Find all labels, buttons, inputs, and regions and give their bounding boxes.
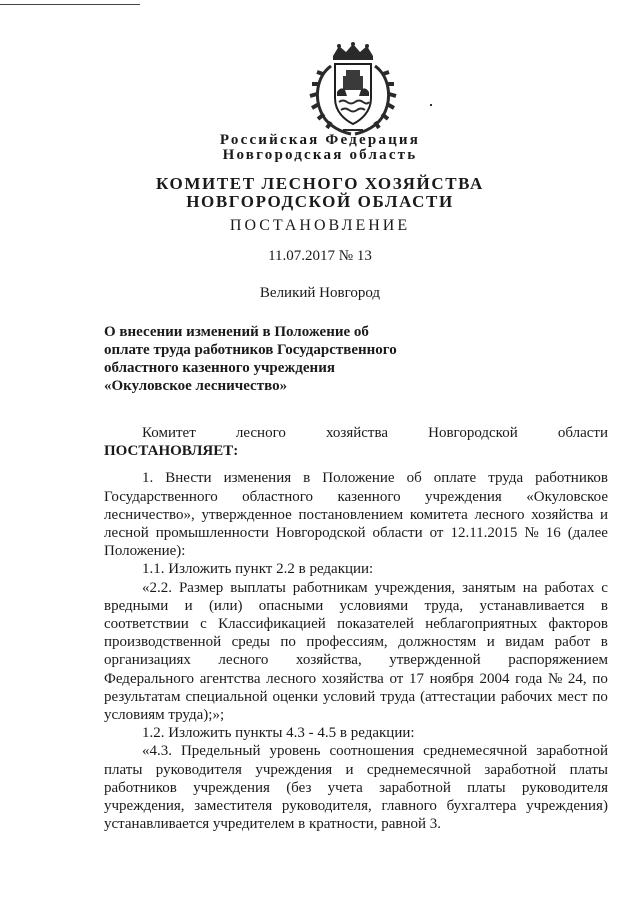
word: заместителя (194, 798, 273, 815)
word: главного (381, 798, 437, 815)
word: Размер (178, 579, 224, 596)
text-line (104, 488, 608, 506)
word: работ (554, 634, 591, 651)
country-name: Российская Федерация (219, 132, 421, 148)
word: работах (544, 579, 595, 596)
text-line (104, 761, 608, 779)
word: рабочих (500, 688, 553, 705)
word: в (600, 597, 608, 614)
word: (без (286, 779, 312, 796)
word: распоряжением (508, 652, 608, 669)
word: 1. (142, 470, 154, 487)
word: ноября (429, 670, 474, 687)
text-line (104, 797, 608, 815)
word: Положение (322, 470, 395, 487)
word: учета (327, 779, 363, 796)
word: агентства (199, 670, 261, 687)
word: мест (557, 688, 588, 705)
word: Классификацией (218, 616, 326, 633)
paragraph-1-2: 1.2. Изложить пункты 4.3 - 4.5 в редакции: (142, 725, 415, 742)
text-line (104, 742, 608, 760)
word: платы (569, 761, 608, 778)
word: заработной (484, 761, 557, 778)
word: Внести (165, 470, 212, 487)
word: производственной (104, 634, 222, 651)
word: изменения (223, 470, 292, 487)
word: руководителя, (281, 798, 372, 815)
word: работникам (292, 579, 368, 596)
word: об (406, 470, 422, 487)
word: по (592, 688, 608, 705)
word: с (200, 616, 207, 633)
word: 24, (567, 670, 587, 687)
word: Федерального (104, 670, 195, 687)
word: учреждения, (374, 579, 456, 596)
word: Государственного (104, 488, 218, 505)
word: лесничество», (104, 506, 195, 523)
word: и (345, 761, 354, 778)
word: в (600, 634, 608, 651)
paragraph-2-2-last-line: условиям труда);»; (104, 707, 225, 724)
word: Новгородской (275, 525, 366, 542)
word: соответствии (104, 616, 189, 633)
word: утвержденное (201, 506, 292, 523)
document-city: Великий Новгород (259, 285, 381, 301)
word: хозяйства, (295, 652, 362, 669)
word: лесного (218, 652, 269, 669)
word: показателей (337, 616, 414, 633)
paragraph-1 (104, 469, 608, 542)
document-subject (104, 323, 524, 395)
word: выплаты (230, 579, 286, 596)
word: по (592, 670, 608, 687)
word: труда (380, 688, 416, 705)
word: труда, (424, 597, 464, 614)
word: условий (323, 688, 376, 705)
paragraph-2-2 (104, 579, 608, 706)
text-line (104, 651, 608, 669)
word: казенного (337, 488, 401, 505)
word: лесного (266, 670, 317, 687)
paragraph-1-last-line: Положение): (104, 543, 186, 560)
subject-line: «Окуловское лесничество» (104, 378, 288, 394)
word: в (303, 470, 311, 487)
word: среднемесячной (366, 761, 472, 778)
word: устанавливается (479, 597, 585, 614)
text-line (104, 579, 608, 597)
word: платы (104, 761, 143, 778)
word: и (184, 597, 193, 614)
committee-title-line1: КОМИТЕТ ЛЕСНОГО ХОЗЯЙСТВА (156, 174, 484, 193)
word: «Окуловское (526, 488, 608, 505)
word: работников (535, 470, 608, 487)
word: организациях (104, 652, 191, 669)
novgorod-coat-of-arms-icon (303, 42, 403, 136)
word: от (429, 525, 444, 542)
word: области (372, 525, 423, 542)
word: комитета (409, 506, 468, 523)
word: бухгалтера (446, 798, 517, 815)
word: утвержденной (389, 652, 481, 669)
word: 12.11.2015 (450, 525, 518, 542)
scan-dot (430, 104, 432, 106)
subject-line: О внесении изменений в Положение об (104, 324, 369, 340)
word: соотношения (329, 743, 415, 760)
word: 2004 (479, 670, 510, 687)
word: (или) (208, 597, 243, 614)
word: заработной (379, 779, 451, 796)
word: Предельный (180, 743, 261, 760)
word: 16 (545, 525, 561, 542)
word: учреждения (193, 779, 270, 796)
document-body (104, 424, 608, 833)
text-line (104, 688, 608, 706)
word: хозяйства (531, 506, 594, 523)
word: с (601, 579, 608, 596)
word: от (389, 670, 404, 687)
text-line (104, 506, 608, 524)
word: уровень (269, 743, 321, 760)
word: года (515, 670, 543, 687)
word: видам (505, 634, 545, 651)
word: лесной (104, 525, 149, 542)
word: 17 (409, 670, 424, 687)
word: и (599, 506, 608, 523)
word: среды (231, 634, 270, 651)
text-line (104, 779, 608, 797)
region-name: Новгородская область (222, 147, 418, 163)
word: руководителя (155, 761, 242, 778)
word: условиями (339, 597, 409, 614)
word: опасными (258, 597, 324, 614)
word: оплате (433, 470, 477, 487)
word: по (280, 634, 296, 651)
word: № (547, 670, 563, 687)
text-line (104, 524, 608, 542)
word: профессиям, (306, 634, 388, 651)
paragraph-4-3-last-line: устанавливается учредителем в кратности, равной 3. (104, 816, 442, 833)
word: постановлением (298, 506, 404, 523)
word: руководителя (521, 779, 608, 796)
document-type: ПОСТАНОВЛЕНИЕ (229, 217, 411, 234)
word: учреждения) (526, 798, 608, 815)
word: и (486, 634, 495, 651)
subject-line: оплате труда работников Государственного (104, 342, 397, 358)
word: вредными (104, 597, 169, 614)
top-rule (0, 4, 140, 5)
preamble-line: Комитет лесного хозяйства Новгородской области (142, 425, 608, 441)
word: результатам (104, 688, 181, 705)
word: «2.2. (142, 579, 172, 596)
word: на (522, 579, 538, 596)
word: заработной (536, 743, 608, 760)
word: хозяйства (321, 670, 384, 687)
word: промышленности (155, 525, 269, 542)
word: учреждения (255, 761, 333, 778)
text-line (104, 469, 608, 487)
word: среднемесячной (423, 743, 528, 760)
text-line (104, 615, 608, 633)
subject-line: областного казенного учреждения (104, 360, 335, 376)
paragraph-1-1: 1.1. Изложить пункт 2.2 в редакции: (142, 561, 374, 578)
text-line (104, 670, 608, 688)
word: специальной (185, 688, 268, 705)
word: работников (104, 779, 177, 796)
word: № (524, 525, 539, 542)
word: областного (242, 488, 314, 505)
word: (далее (567, 525, 608, 542)
text-line (104, 597, 608, 615)
word: (аттестации (420, 688, 496, 705)
word: «4.3. (142, 743, 172, 760)
text-line (104, 633, 608, 651)
word: должностям (398, 634, 477, 651)
document-date-number: 11.07.2017 № 13 (268, 248, 372, 264)
committee-title-line2: НОВГОРОДСКОЙ ОБЛАСТИ (186, 192, 454, 211)
resolves-heading: ПОСТАНОВЛЯЕТ: (104, 443, 239, 460)
word: лесного (474, 506, 525, 523)
word: оценки (272, 688, 319, 705)
word: платы (467, 779, 506, 796)
word: факторов (548, 616, 608, 633)
word: учреждения, (104, 798, 185, 815)
paragraph-4-3 (104, 742, 608, 815)
word: труда (488, 470, 524, 487)
word: занятым (462, 579, 516, 596)
word: неблагоприятных (425, 616, 538, 633)
word: учреждения (425, 488, 502, 505)
